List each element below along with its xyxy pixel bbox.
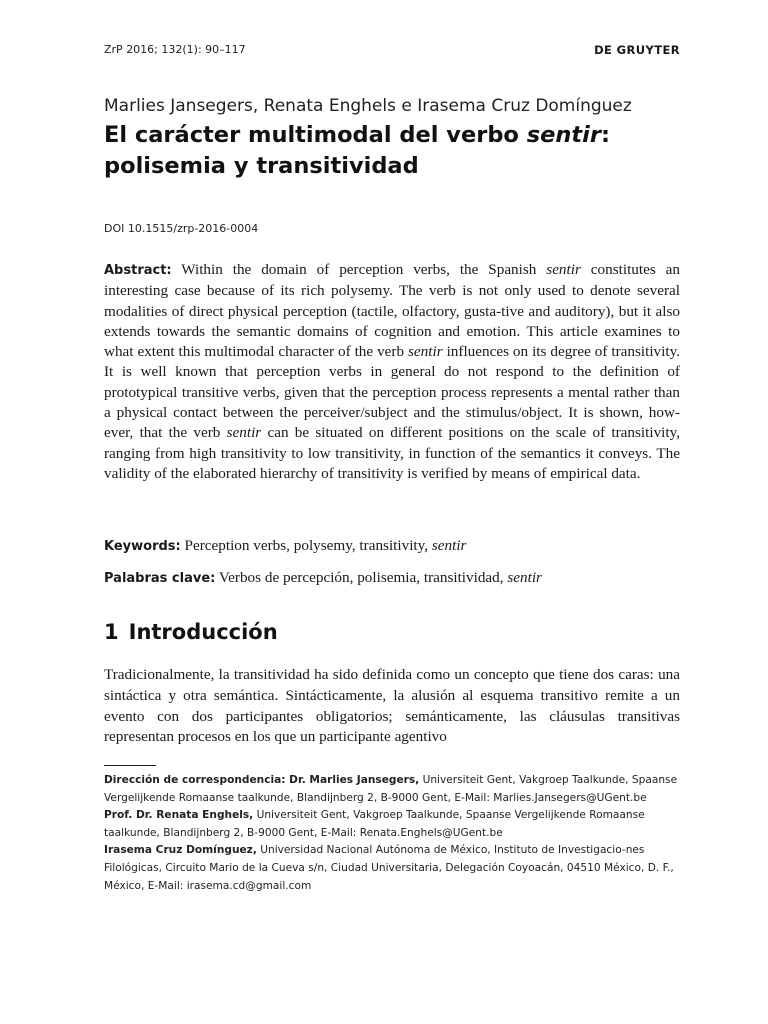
footnote-bold-1: Dirección de correspondencia: Dr. Marlies Jansegers, xyxy=(104,774,420,786)
section-number: 1 xyxy=(104,620,119,644)
publisher-name: DE GRUYTER xyxy=(594,43,680,57)
title-part1: El carácter multimodal del verbo xyxy=(104,122,527,148)
footnote-correspondence xyxy=(104,772,680,807)
abstract-label: Abstract: xyxy=(104,263,172,278)
footnote-cruz xyxy=(104,842,680,895)
page-header xyxy=(104,43,680,61)
footnote-text-2: Universiteit Gent, Vakgroep Taalkunde, Spaanse Vergelijkende Romaanse taalkunde, Blandijnberg 2, B-9000 Gent, E-Mail: Renata.Enghels@UGent.be xyxy=(104,809,645,839)
title-line2: polisemia y transitividad xyxy=(104,153,419,179)
keywords-italic: sentir xyxy=(431,537,467,554)
abstract-italic-2: sentir xyxy=(408,343,443,361)
footnote xyxy=(104,772,680,895)
abstract-text-3: influences on its degree of transitivity. It is well known that perception verbs in general do not respond to the definition of prototypical transitive verbs, given that the perception process represents a mental rather than a physical contact between the perceiver/subject and the stimulus/object. It is shown, how-ever, that the verb xyxy=(104,343,680,442)
intro-paragraph: Tradicionalmente, la transitividad ha sido definida como un concepto que tiene dos caras: una sintáctica y otra semántica. Sintácticamente, la alusión al esquema transitivo remite a un evento con dos participantes obligatorios; semánticamente, las cláusulas transitivas representan procesos en los que un participante agentivo xyxy=(104,666,680,746)
keywords-label: Keywords: xyxy=(104,539,181,554)
keywords xyxy=(104,536,680,557)
abstract-italic-3: sentir xyxy=(226,424,262,442)
keywords-text: Perception verbs, polysemy, transitivity, xyxy=(180,537,432,554)
title-italic: sentir xyxy=(526,122,601,148)
doi: DOI 10.1515/zrp-2016-0004 xyxy=(104,222,259,235)
footnote-enghels xyxy=(104,807,680,842)
footnote-text-1: Universiteit Gent, Vakgroep Taalkunde, Spaanse Vergelijkende Romaanse taalkunde, Blandijnberg 2, B-9000 Gent, E-Mail: Marlies.Jansegers@UGent.be xyxy=(104,774,678,804)
journal-citation: ZrP 2016; 132(1): 90–117 xyxy=(104,43,246,56)
palabras-italic: sentir xyxy=(507,569,542,586)
palabras-label: Palabras clave: xyxy=(104,571,216,586)
footnote-bold-2: Prof. Dr. Renata Enghels, xyxy=(104,809,254,822)
abstract-italic-1: sentir xyxy=(546,261,581,278)
abstract-text-2: constitutes an interesting case because of its rich polysemy. The verb is not only used to denote several modalities of direct physical perception (tactile, olfactory, gusta-tive and auditory), but it also extends towards the semantic domains of cognition and emotion. This article examines to what extent this multimodal character of the verb xyxy=(104,261,680,361)
palabras-text: Verbos de percepción, polisemia, transitividad, xyxy=(215,569,508,586)
article-title xyxy=(104,120,704,182)
title-part2: : xyxy=(600,122,610,148)
author-list: Marlies Jansegers, Renata Enghels e Irasema Cruz Domínguez xyxy=(104,96,632,116)
footnote-bold-3: Irasema Cruz Domínguez, xyxy=(104,844,257,857)
footnote-text-3: Universidad Nacional Autónoma de México, Instituto de Investigacio-nes Filológicas, Circuito Mario de la Cueva s/n, Ciudad Universitaria, Delegación Coyoacán, 04510 México, D. F., México, E-Mail: irasema.cd@gmail.com xyxy=(104,844,674,892)
palabras-clave xyxy=(104,568,680,589)
footnote-rule xyxy=(104,765,156,766)
abstract-text-4: can be situated on different positions on the scale of transitivity, ranging from high transitivity to low transitivity, in function of the semantics it conveys. The validity of the elaborated hierarchy of transitivity is verified by means of empirical data. xyxy=(104,424,680,482)
abstract-text-1: Within the domain of perception verbs, the Spanish xyxy=(171,261,547,278)
abstract xyxy=(104,260,680,484)
section-heading xyxy=(104,620,278,644)
section-title: Introducción xyxy=(128,620,278,644)
